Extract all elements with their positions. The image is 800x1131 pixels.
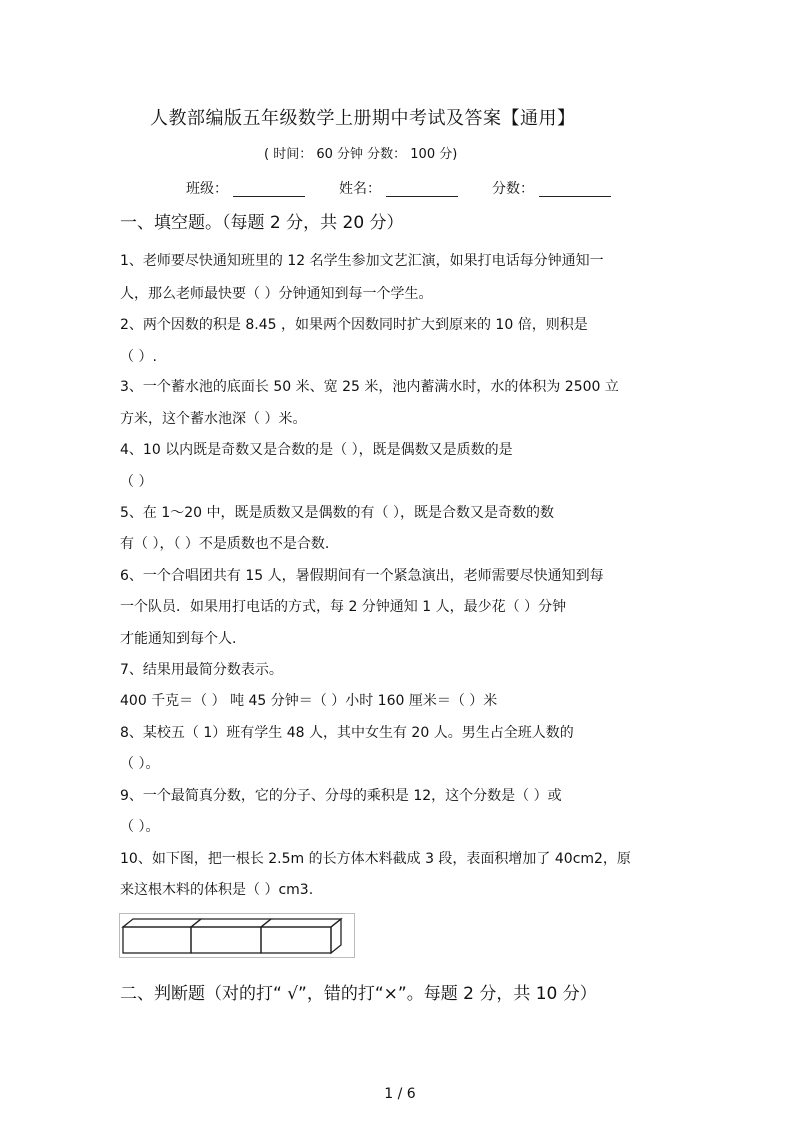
- wood-block-diagram: [119, 913, 355, 958]
- question-line: （ ）.: [120, 349, 157, 365]
- exam-meta: ( 时间： 60 分钟 分数： 100 分): [264, 147, 458, 162]
- question-line: 才能通知到每个人.: [120, 631, 237, 647]
- question-line: 一个队员．如果用打电话的方式，每 2 分钟通知 1 人，最少花（ ）分钟: [120, 599, 567, 615]
- question-line: 5、在 1～20 中，既是质数又是偶数的有（ ），既是合数又是奇数的数: [120, 505, 554, 521]
- question-line: 10、如下图，把一根长 2.5m 的长方体木料截成 3 段，表面积增加了 40cm2，原: [120, 851, 631, 867]
- name-label: 姓名：: [339, 181, 381, 197]
- question-line: 400 千克＝（ ） 吨 45 分钟＝（ ）小时 160 厘米＝（ ）米: [120, 693, 498, 709]
- question-line: 2、两个因数的积是 8.45 ，如果两个因数同时扩大到原来的 10 倍，则积是: [120, 317, 588, 333]
- question-line: 人，那么老师最快要（ ）分钟通知到每一个学生。: [120, 286, 433, 302]
- question-line: 1、老师要尽快通知班里的 12 名学生参加文艺汇演，如果打电话每分钟通知一: [120, 253, 604, 269]
- class-label: 班级：: [186, 181, 228, 197]
- section-heading-fill-in: 一、填空题。（每题 2 分，共 20 分）: [120, 213, 404, 233]
- page-number: 1 / 6: [384, 1086, 416, 1102]
- section-heading-true-false: 二、判断题（对的打“ √”，错的打“×”。每题 2 分，共 10 分）: [120, 984, 597, 1004]
- question-line: 7、结果用最简分数表示。: [120, 662, 283, 678]
- question-line: 4、10 以内既是奇数又是合数的是（ ），既是偶数又是质数的是: [120, 442, 513, 458]
- class-blank: [233, 196, 305, 197]
- question-line: （ ）。: [120, 819, 160, 835]
- score-blank: [539, 196, 611, 197]
- score-label: 分数：: [492, 181, 534, 197]
- page-title: 人教部编版五年级数学上册期中考试及答案【通用】: [150, 108, 576, 129]
- question-line: 9、一个最简真分数，它的分子、分母的乘积是 12，这个分数是（ ）或: [120, 788, 562, 804]
- diagram-frame: [120, 914, 355, 958]
- question-line: 有（ ），（ ）不是质数也不是合数.: [120, 536, 330, 552]
- name-blank: [386, 196, 458, 197]
- question-line: （ ）。: [120, 756, 160, 772]
- question-line: 8、某校五（ 1）班有学生 48 人，其中女生有 20 人。男生占全班人数的: [120, 725, 574, 741]
- question-line: 来这根木料的体积是（ ）cm3.: [120, 882, 314, 898]
- question-line: （ ）: [120, 474, 153, 490]
- question-line: 6、一个合唱团共有 15 人，暑假期间有一个紧急演出，老师需要尽快通知到每: [120, 568, 604, 584]
- question-line: 3、一个蓄水池的底面长 50 米、宽 25 米，池内蓄满水时，水的体积为 2500 立: [120, 379, 619, 395]
- question-line: 方米，这个蓄水池深（ ）米。: [120, 411, 307, 427]
